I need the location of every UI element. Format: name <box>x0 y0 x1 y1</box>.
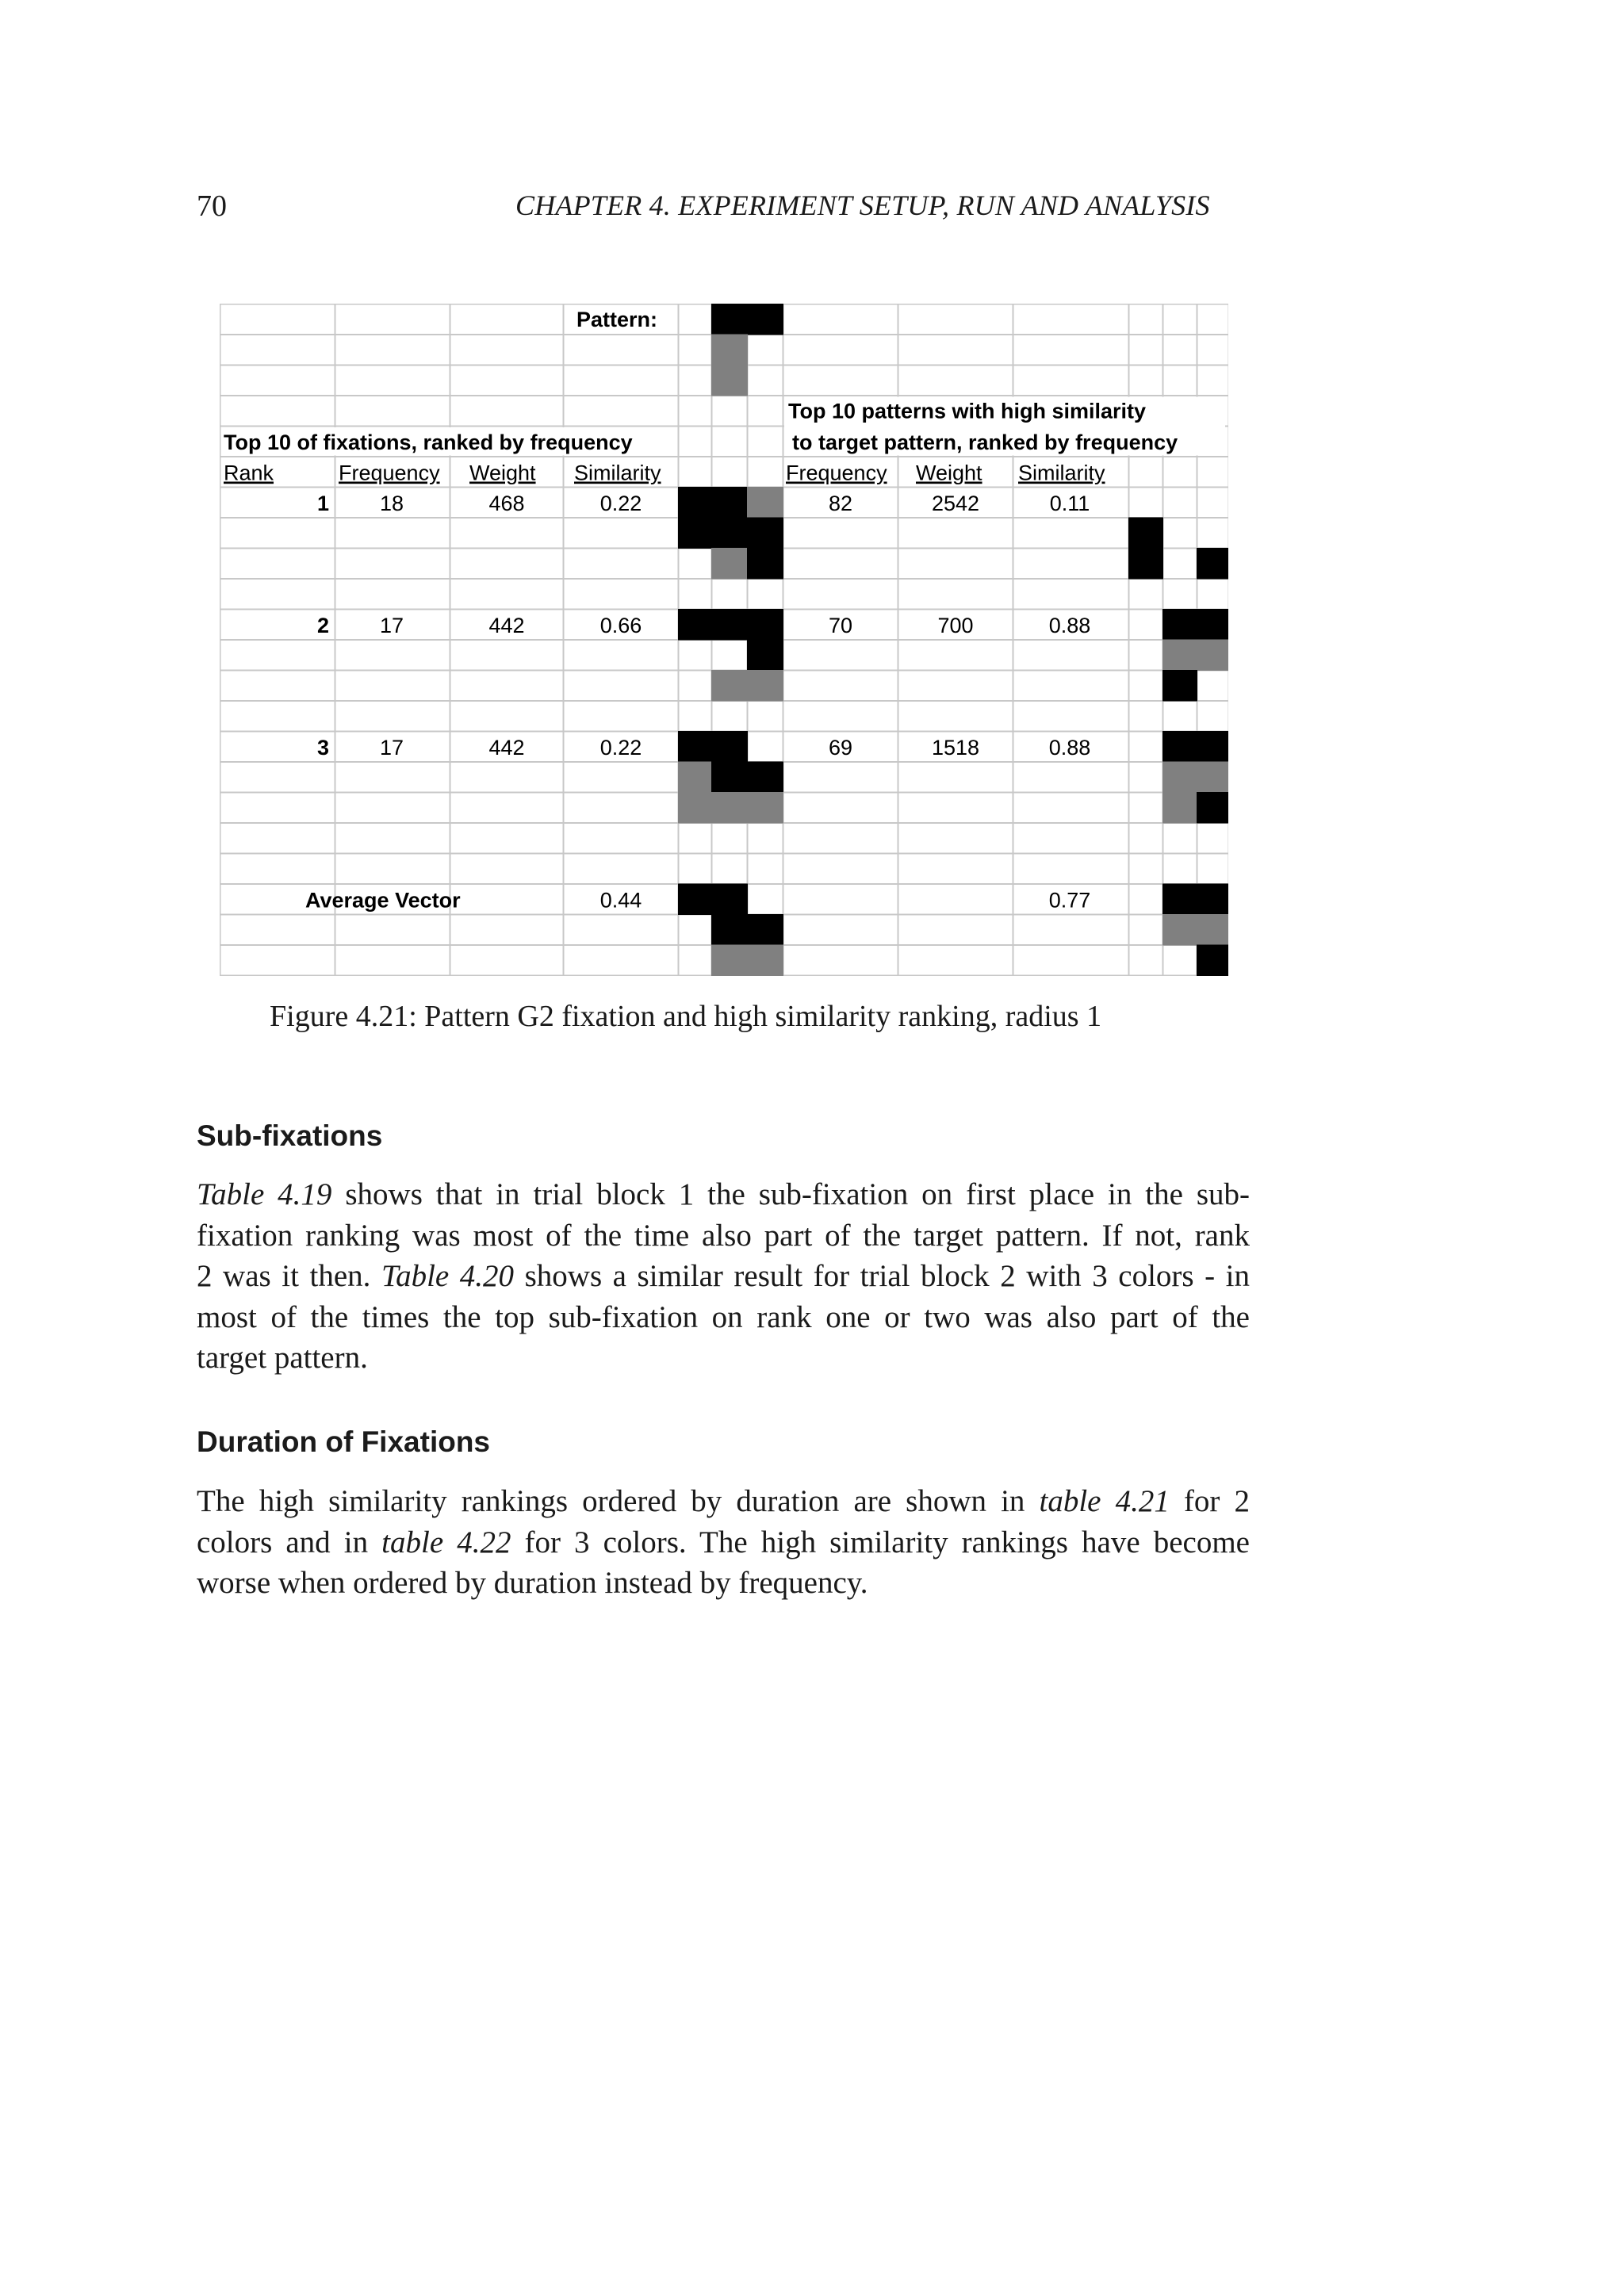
figure-spreadsheet <box>220 304 1228 976</box>
average-vector-label: Average Vector <box>305 888 461 913</box>
weight-value: 1518 <box>931 736 980 760</box>
pattern-cell-black <box>711 762 748 794</box>
pattern-cell-black <box>1197 731 1228 763</box>
text-run: fixation ranking was most of the time also part of the target pattern. If not, rank <box>197 1218 1250 1253</box>
similarity-value: 0.22 <box>599 492 642 515</box>
pattern-cell-black <box>747 304 783 335</box>
pattern-cell-black <box>678 518 712 549</box>
similarity-value: 0.88 <box>1048 614 1091 637</box>
pattern-cell-black <box>1162 884 1197 916</box>
right-table-title: to target pattern, ranked by frequency <box>792 430 1178 454</box>
pattern-cell-gray <box>1197 640 1228 672</box>
text-run: for 3 colors. The high similarity rankings have become <box>511 1525 1250 1559</box>
frequency-value: 82 <box>828 492 853 515</box>
section1-line <box>197 1215 1250 1257</box>
frequency-value: 18 <box>379 492 404 515</box>
column-header-weight: Weight <box>916 461 982 485</box>
rank-value: 1 <box>316 492 329 515</box>
pattern-cell-gray <box>711 548 748 580</box>
weight-value: 442 <box>488 614 525 637</box>
table-reference: Table 4.19 <box>197 1177 332 1211</box>
text-run: most of the times the top sub-fixation on rank one or two was also part of the <box>197 1299 1250 1334</box>
frequency-value: 69 <box>828 736 853 760</box>
section2-line <box>197 1563 1250 1604</box>
similarity-value: 0.22 <box>599 736 642 760</box>
page-number: 70 <box>197 189 227 223</box>
pattern-cell-black <box>1197 945 1228 977</box>
column-header-rank: Rank <box>224 461 274 485</box>
column-header-weight: Weight <box>469 461 536 485</box>
pattern-cell-gray <box>1162 914 1197 946</box>
pattern-cell-black <box>1162 670 1197 702</box>
text-run: shows a similar result for trial block 2 with 3 colors - in <box>514 1259 1251 1293</box>
table-reference: table 4.21 <box>1039 1484 1170 1518</box>
frequency-value: 17 <box>379 736 404 760</box>
pattern-cell-gray <box>711 335 748 366</box>
average-similarity-right: 0.77 <box>1048 888 1091 913</box>
pattern-cell-black <box>678 731 712 763</box>
pattern-cell-gray <box>1162 792 1197 824</box>
pattern-cell-gray <box>711 365 748 396</box>
pattern-cell-gray <box>1197 914 1228 946</box>
pattern-cell-black <box>678 884 712 916</box>
pattern-cell-gray <box>1162 762 1197 794</box>
column-header-frequency: Frequency <box>786 461 887 485</box>
pattern-cell-black <box>747 640 783 672</box>
text-run: target pattern. <box>197 1341 368 1375</box>
weight-value: 442 <box>488 736 525 760</box>
column-header-similarity: Similarity <box>1018 461 1105 485</box>
running-head: CHAPTER 4. EXPERIMENT SETUP, RUN AND ANALYSIS <box>515 189 1210 221</box>
pattern-cell-black <box>678 609 712 641</box>
pattern-cell-black <box>1197 548 1228 580</box>
pattern-cell-black <box>711 518 748 549</box>
text-run: worse when ordered by duration instead by frequency. <box>197 1566 868 1600</box>
pattern-cell-black <box>747 762 783 794</box>
weight-value: 2542 <box>931 492 980 515</box>
weight-value: 468 <box>488 492 525 515</box>
section-heading-sub-fixations: Sub-fixations <box>197 1119 383 1152</box>
similarity-value: 0.88 <box>1048 736 1091 760</box>
text-run: The high similarity rankings ordered by duration are shown in <box>197 1484 1040 1518</box>
similarity-value: 0.11 <box>1049 492 1090 515</box>
figure-caption: Figure 4.21: Pattern G2 fixation and high similarity ranking, radius 1 <box>270 1000 1102 1033</box>
text-run: 2 was it then. <box>197 1259 381 1293</box>
spreadsheet-graphic <box>220 304 1228 976</box>
pattern-cell-gray <box>747 487 783 519</box>
column-header-frequency: Frequency <box>339 461 440 485</box>
pattern-cell-black <box>1162 731 1197 763</box>
left-table-title: Top 10 of fixations, ranked by frequency <box>224 430 633 454</box>
pattern-cell-gray <box>711 792 748 824</box>
pattern-label: Pattern: <box>576 308 658 331</box>
pattern-cell-black <box>747 914 783 946</box>
table-reference: Table 4.20 <box>381 1259 515 1293</box>
text-run: shows that in trial block 1 the sub-fixation on first place in the sub- <box>331 1177 1250 1211</box>
text-run: colors and in <box>197 1525 382 1559</box>
pattern-cell-black <box>711 884 748 916</box>
pattern-cell-black <box>711 487 748 519</box>
rank-value: 3 <box>316 736 329 760</box>
pattern-cell-black <box>1197 609 1228 641</box>
frequency-value: 70 <box>828 614 853 637</box>
section-heading-duration: Duration of Fixations <box>197 1425 490 1458</box>
pattern-cell-black <box>1197 792 1228 824</box>
right-table-title: Top 10 patterns with high similarity <box>788 399 1147 423</box>
average-similarity-left: 0.44 <box>599 888 642 913</box>
frequency-value: 17 <box>379 614 404 637</box>
pattern-cell-gray <box>711 670 748 702</box>
similarity-value: 0.66 <box>599 614 642 637</box>
pattern-cell-black <box>711 914 748 946</box>
column-header-similarity: Similarity <box>574 461 661 485</box>
pattern-cell-black <box>711 609 748 641</box>
pattern-cell-black <box>1197 884 1228 916</box>
section1-line <box>197 1174 1250 1215</box>
pattern-cell-gray <box>747 670 783 702</box>
pattern-cell-gray <box>678 792 712 824</box>
section1-line <box>197 1337 1250 1379</box>
pattern-cell-black <box>1128 548 1163 580</box>
section1-line <box>197 1297 1250 1338</box>
pattern-cell-black <box>711 731 748 763</box>
pattern-cell-black <box>678 487 712 519</box>
pattern-cell-black <box>747 548 783 580</box>
pattern-cell-gray <box>747 945 783 977</box>
rank-value: 2 <box>316 614 329 637</box>
section2-line <box>197 1522 1250 1563</box>
pattern-cell-black <box>1128 518 1163 549</box>
pattern-cell-gray <box>711 945 748 977</box>
section1-line <box>197 1256 1250 1297</box>
pattern-cell-gray <box>678 762 712 794</box>
pattern-cell-gray <box>1197 762 1228 794</box>
section2-line <box>197 1481 1250 1522</box>
paragraph-sub-fixations <box>197 1174 1250 1379</box>
pattern-cell-gray <box>747 792 783 824</box>
pattern-cell-black <box>711 304 748 335</box>
pattern-cell-black <box>747 609 783 641</box>
text-run: for 2 <box>1169 1484 1250 1518</box>
weight-value: 700 <box>937 614 974 637</box>
table-reference: table 4.22 <box>381 1525 511 1559</box>
pattern-cell-black <box>1162 609 1197 641</box>
pattern-cell-gray <box>1162 640 1197 672</box>
pattern-cell-black <box>747 518 783 549</box>
paragraph-duration <box>197 1481 1250 1604</box>
